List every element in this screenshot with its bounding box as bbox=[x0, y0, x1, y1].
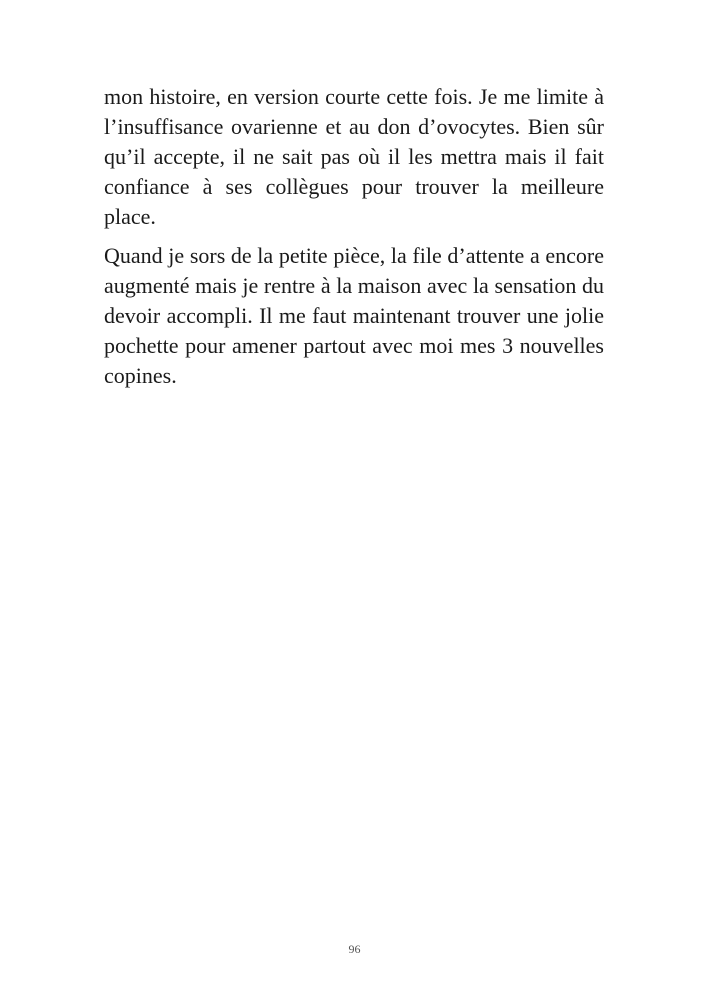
body-text bbox=[104, 82, 604, 391]
page-number: 96 bbox=[348, 942, 361, 956]
paragraph-2: Quand je sors de la petite pièce, la file d’attente a encore augmenté mais je rentre à la maison avec la sensation du devoir accompli. Il me faut maintenant trouver une jolie pochette pour amener partout avec moi mes 3 nouvelles copines. bbox=[104, 243, 604, 388]
paragraph-1: mon histoire, en version courte cette fois. Je me limite à l’insuffisance ovarienne et au don d’ovocytes. Bien sûr qu’il accepte, il ne sait pas où il les mettra mais il fait confiance à ses collègues pour trouver la meilleure place. bbox=[104, 84, 604, 229]
